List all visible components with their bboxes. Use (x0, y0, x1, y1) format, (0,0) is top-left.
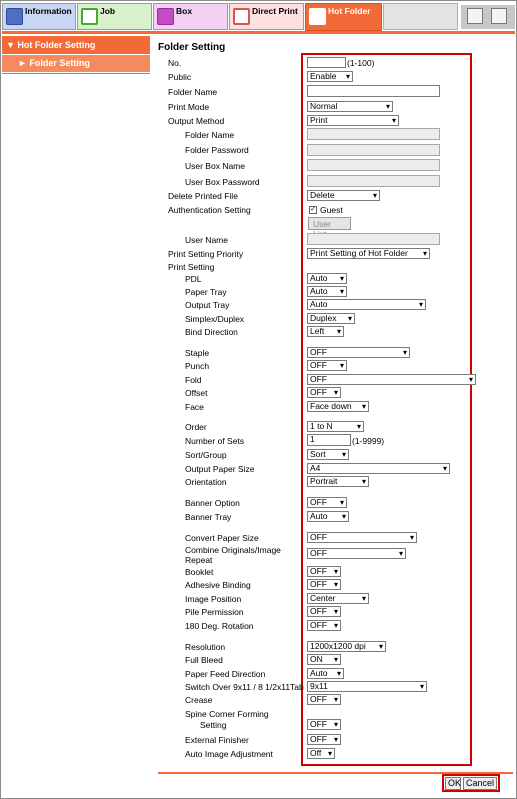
chevron-down-icon: ▼ (6, 40, 18, 50)
pile-permission-select[interactable]: OFF ▾ (307, 606, 341, 617)
resolution-select[interactable]: 1200x1200 dpi ▾ (307, 641, 386, 652)
label-pdl: PDL (185, 274, 202, 284)
image-position-select[interactable]: Center ▾ (307, 593, 369, 604)
output-tray-select[interactable]: Auto ▾ (307, 299, 426, 310)
number-of-sets-range-note: (1-9999) (352, 436, 385, 446)
label-order: Order (185, 422, 207, 432)
om-folder-name-input (307, 128, 440, 140)
tab-job[interactable] (77, 3, 152, 30)
user-list-button: User (308, 217, 351, 230)
no-range-note: (1-100) (347, 58, 375, 68)
job-icon (81, 8, 98, 25)
print-mode-select[interactable]: Normal ▾ (307, 101, 393, 112)
punch-select[interactable]: OFF ▾ (307, 360, 347, 371)
label-orientation: Orientation (185, 477, 227, 487)
label-combine-originals-2: Repeat (185, 555, 213, 565)
hot-folder-icon (309, 8, 326, 25)
external-finisher-select[interactable]: OFF ▾ (307, 734, 341, 745)
om-folder-password-input (307, 144, 440, 156)
label-paper-tray: Paper Tray (185, 287, 227, 297)
sidebar-item-folder-setting[interactable] (2, 55, 150, 72)
label-paper-feed-direction: Paper Feed Direction (185, 669, 266, 679)
tab-direct-print-label: Direct Print (252, 6, 298, 16)
tab-hot-folder[interactable] (305, 3, 382, 31)
tab-information[interactable] (2, 3, 76, 30)
banner-tray-select[interactable]: Auto ▾ (307, 511, 349, 522)
label-spine-corner-2: Setting (200, 720, 227, 730)
pdl-select[interactable]: Auto ▾ (307, 273, 347, 284)
no-input[interactable] (307, 57, 346, 68)
label-external-finisher: External Finisher (185, 735, 249, 745)
sidebar-item-label: Folder Setting (29, 58, 90, 68)
label-banner-tray: Banner Tray (185, 512, 232, 522)
delete-printed-file-select[interactable]: Delete ▾ (307, 190, 380, 201)
label-full-bleed: Full Bleed (185, 655, 223, 665)
label-sort-group: Sort/Group (185, 450, 227, 460)
label-delete-printed-file: Delete Printed File (168, 191, 238, 201)
banner-option-select[interactable]: OFF ▾ (307, 497, 347, 508)
label-om-folder-name: Folder Name (185, 130, 235, 140)
public-select[interactable]: Enable ▾ (307, 71, 353, 82)
paper-tray-select[interactable]: Auto ▾ (307, 286, 347, 297)
simplex-duplex-select[interactable]: Duplex ▾ (307, 313, 355, 324)
label-180-rotation: 180 Deg. Rotation (185, 621, 254, 631)
label-om-user-box-password: User Box Password (185, 177, 260, 187)
label-spine-corner-1: Spine Corner Forming (185, 709, 269, 719)
label-bind-direction: Bind Direction (185, 327, 238, 337)
label-user-name: User Name (185, 235, 228, 245)
label-switch-over: Switch Over 9x11 / 8 1/2x11Tab (185, 682, 304, 692)
guest-checkbox[interactable]: ✓ (310, 206, 316, 213)
label-resolution: Resolution (185, 642, 226, 652)
tab-direct-print[interactable] (229, 3, 304, 30)
tab-underline (2, 31, 515, 34)
label-print-mode: Print Mode (168, 102, 210, 112)
rotation-180-select[interactable]: OFF ▾ (307, 620, 341, 631)
refresh-icon[interactable] (467, 8, 483, 24)
switch-over-select[interactable]: 9x11 ▾ (307, 681, 427, 692)
label-output-paper-size: Output Paper Size (185, 464, 255, 474)
output-method-select[interactable]: Print ▾ (307, 115, 399, 126)
label-booklet: Booklet (185, 567, 214, 577)
sidebar-divider (2, 73, 150, 74)
tab-information-label: Information (25, 6, 72, 16)
label-fold: Fold (185, 375, 202, 385)
label-simplex-duplex: Simplex/Duplex (185, 314, 245, 324)
label-print-setting: Print Setting (168, 262, 215, 272)
window-icon[interactable] (491, 8, 507, 24)
label-crease: Crease (185, 695, 213, 705)
page-title: Folder Setting (158, 42, 226, 53)
tab-box-label: Box (176, 6, 193, 16)
tab-box[interactable] (153, 3, 228, 30)
label-staple: Staple (185, 348, 210, 358)
ok-button[interactable]: OK (445, 777, 461, 790)
face-select[interactable]: Face down ▾ (307, 401, 369, 412)
booklet-select[interactable]: OFF ▾ (307, 566, 341, 577)
label-output-tray: Output Tray (185, 300, 230, 310)
chevron-right-icon: ► (18, 58, 30, 68)
label-no: No. (168, 58, 182, 68)
tab-job-label: Job (100, 6, 116, 16)
cancel-button[interactable]: Cancel (463, 777, 497, 790)
folder-name-input[interactable] (307, 85, 440, 97)
sidebar-section-label: Hot Folder Setting (17, 40, 96, 50)
tab-hot-folder-label: Hot Folder (328, 6, 371, 16)
label-number-of-sets: Number of Sets (185, 436, 245, 446)
tab-blank (383, 3, 458, 30)
label-om-user-box-name: User Box Name (185, 161, 245, 171)
crease-select[interactable]: OFF ▾ (307, 694, 341, 705)
offset-select[interactable]: OFF ▾ (307, 387, 341, 398)
print-setting-priority-select[interactable]: Print Setting of Hot Folder ▾ (307, 248, 430, 259)
label-output-method: Output Method (168, 116, 225, 126)
label-folder-name: Folder Name (168, 87, 218, 97)
label-convert-paper-size: Convert Paper Size (185, 533, 259, 543)
label-face: Face (185, 402, 204, 412)
om-user-box-name-input (307, 159, 440, 171)
order-select[interactable]: 1 to N ▾ (307, 421, 364, 432)
label-punch: Punch (185, 361, 210, 371)
label-authentication-setting: Authentication Setting (168, 205, 251, 215)
full-bleed-select[interactable]: ON ▾ (307, 654, 341, 665)
label-adhesive-binding: Adhesive Binding (185, 580, 251, 590)
label-pile-permission: Pile Permission (185, 607, 244, 617)
label-banner-option: Banner Option (185, 498, 240, 508)
auto-image-adjustment-select[interactable]: Off ▾ (307, 748, 335, 759)
fold-select[interactable]: OFF ▾ (307, 374, 476, 385)
spine-corner-select[interactable]: OFF ▾ (307, 719, 341, 730)
sort-group-select[interactable]: Sort ▾ (307, 449, 349, 460)
output-paper-size-select[interactable]: A4 ▾ (307, 463, 450, 474)
information-icon (6, 8, 23, 25)
convert-paper-size-select[interactable]: OFF ▾ (307, 532, 417, 543)
direct-print-icon (233, 8, 250, 25)
label-om-folder-password: Folder Password (185, 145, 249, 155)
number-of-sets-input[interactable]: 1 (307, 434, 351, 446)
paper-feed-direction-select[interactable]: Auto ▾ (307, 668, 344, 679)
combine-originals-select[interactable]: OFF ▾ (307, 548, 406, 559)
guest-label: Guest (320, 205, 343, 215)
sidebar-hot-folder-setting[interactable] (2, 36, 150, 54)
label-auto-image-adjustment: Auto Image Adjustment (185, 749, 273, 759)
label-offset: Offset (185, 388, 208, 398)
label-print-setting-priority: Print Setting Priority (168, 249, 244, 259)
orientation-select[interactable]: Portrait ▾ (307, 476, 369, 487)
bind-direction-select[interactable]: Left ▾ (307, 326, 344, 337)
label-combine-originals-1: Combine Originals/Image (185, 545, 281, 555)
box-icon (157, 8, 174, 25)
label-image-position: Image Position (185, 594, 242, 604)
user-name-input (307, 233, 440, 245)
label-public: Public (168, 72, 192, 82)
adhesive-binding-select[interactable]: OFF ▾ (307, 579, 341, 590)
corner-icon-group (461, 5, 515, 29)
om-user-box-password-input (307, 175, 440, 187)
staple-select[interactable]: OFF ▾ (307, 347, 410, 358)
